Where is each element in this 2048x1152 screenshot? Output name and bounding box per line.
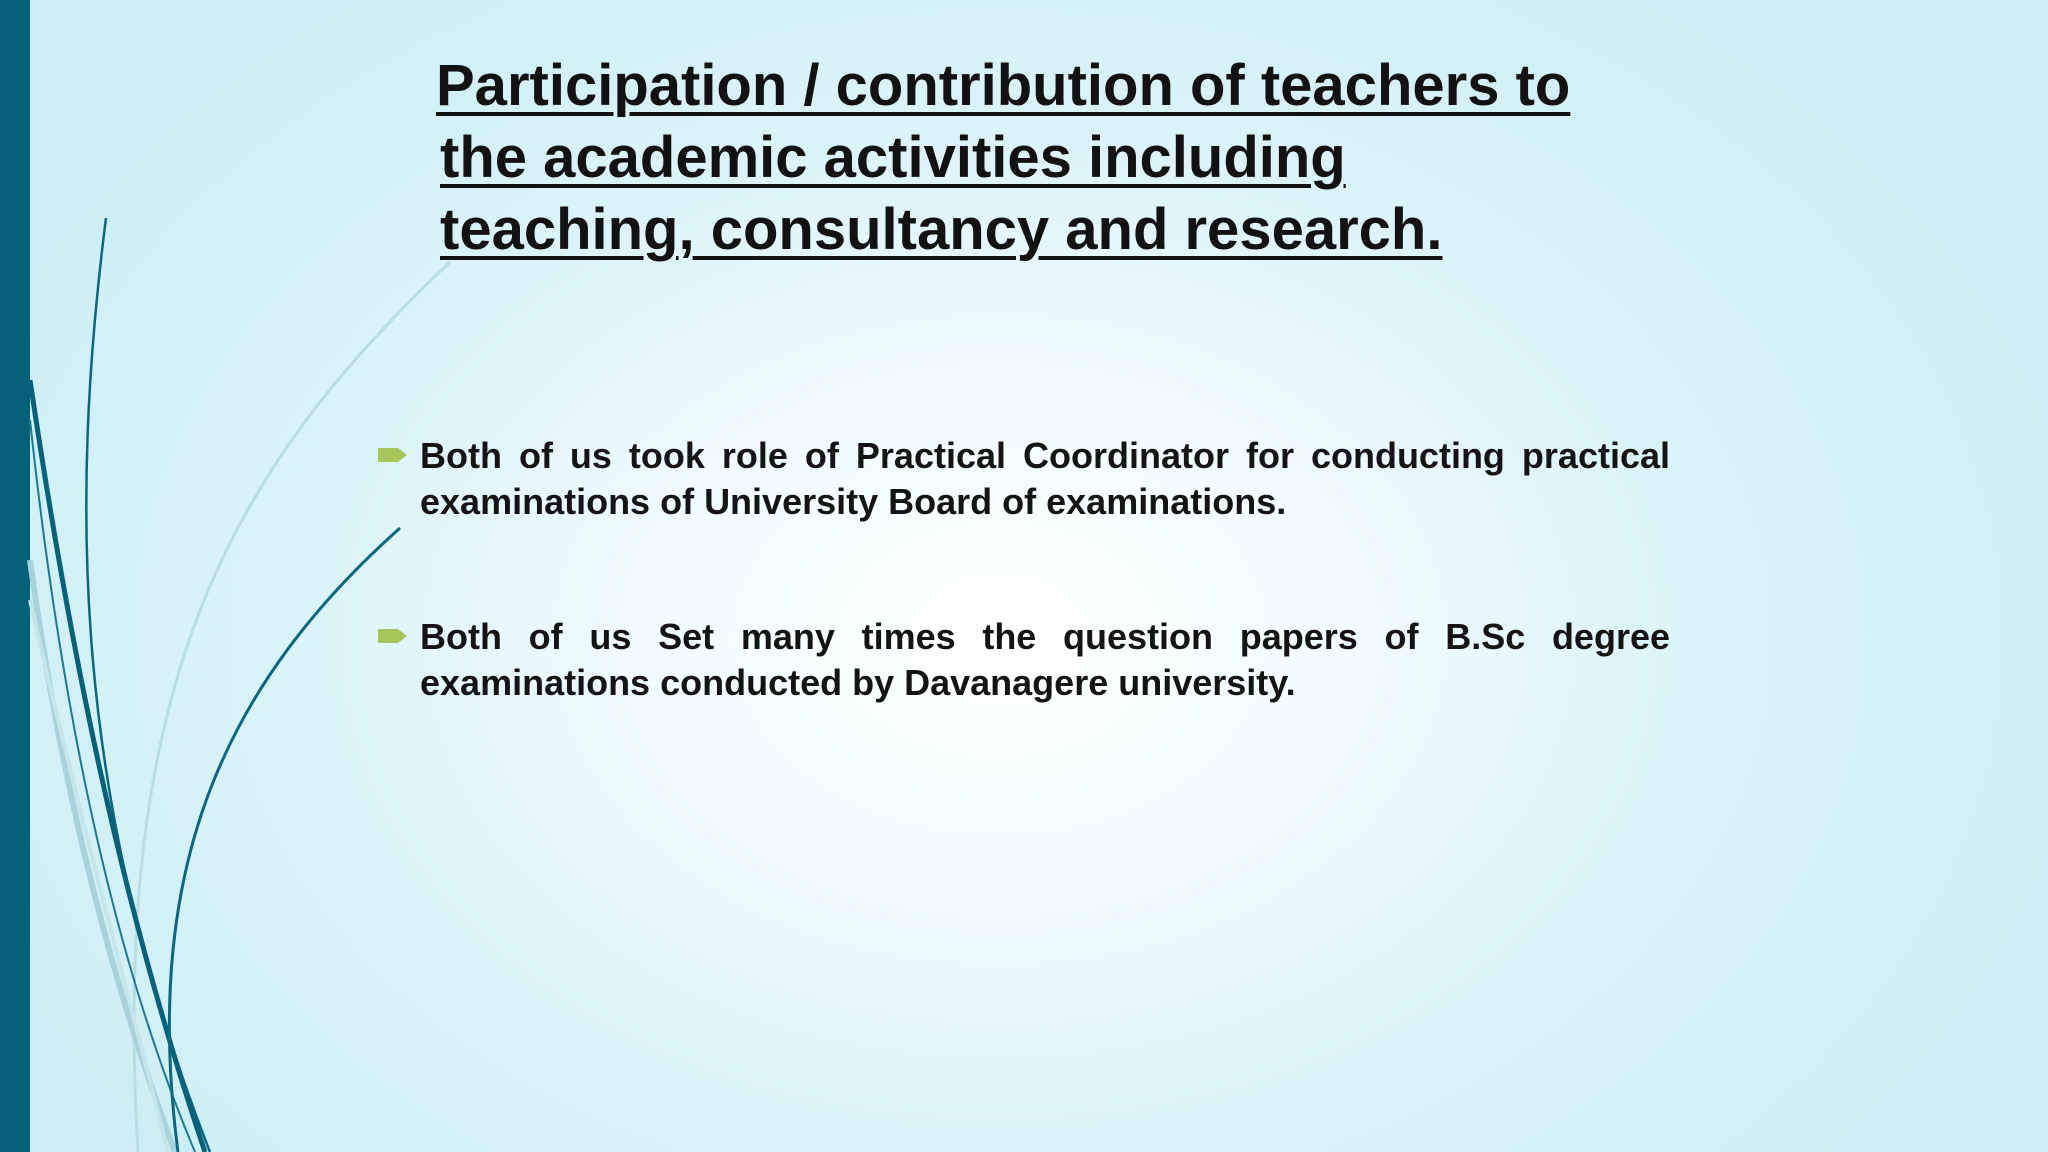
bullet-item <box>378 433 1670 525</box>
swoosh-pale-bottom <box>30 600 168 1152</box>
title-line-1: Participation / contribution of teachers to <box>436 53 1571 118</box>
bullet-text: Both of us Set many times the question papers of B.Sc degree examinations conducted by Davanagere university. <box>420 616 1670 703</box>
swoosh-dark-main <box>30 380 205 1152</box>
arrow-bullet-icon <box>378 628 408 644</box>
title-line-3: teaching, consultancy and research. <box>440 197 1443 262</box>
bullet-list <box>378 433 1670 795</box>
bullet-text: Both of us took role of Practical Coordinator for conducting practical examinations of University Board of examinations. <box>420 435 1670 522</box>
arrow-bullet-icon <box>378 447 408 463</box>
swoosh-mid-curve <box>169 528 400 1152</box>
swoosh-pale-left <box>30 560 175 1152</box>
slide-title <box>436 50 1736 266</box>
swoosh-thin-top <box>86 218 210 1152</box>
title-line-2: the academic activities including <box>440 125 1346 190</box>
bullet-item <box>378 614 1670 706</box>
